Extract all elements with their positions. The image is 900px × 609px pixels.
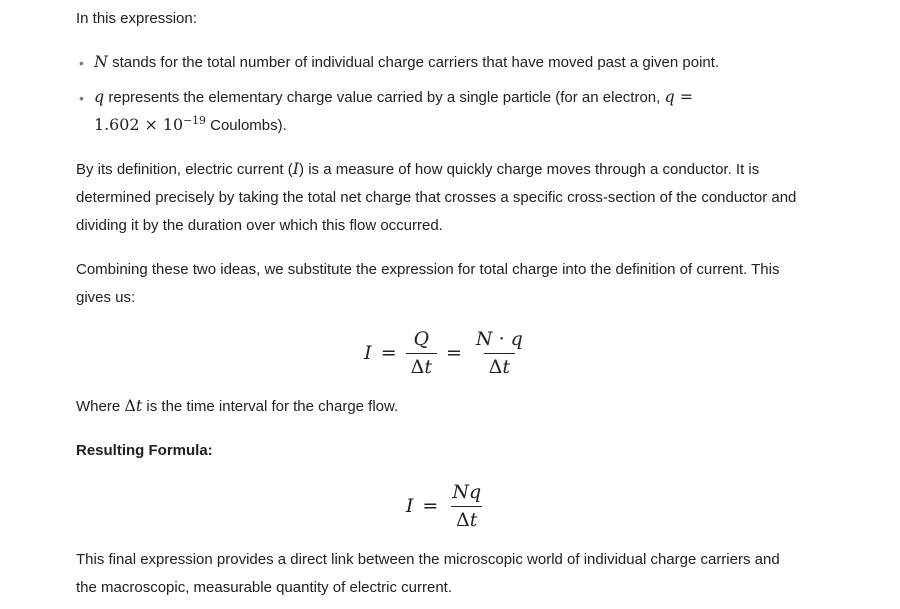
numerator: N · q [475,328,523,350]
numerator: Q [413,328,430,350]
fraction-carriers-over-time [471,328,528,379]
current-symbol: I [405,495,414,517]
bullet-item-q [76,84,798,140]
intro-paragraph: In this expression: [76,10,197,27]
bullet-item-text: N stands for the total number of individual charge carriers that have moved past a given point. [94,52,720,71]
equals-sign: = [445,342,462,364]
resulting-formula-heading: Resulting Formula: [76,442,213,459]
formula-resulting [76,481,798,532]
bullet-list [76,49,798,140]
combining-paragraph: Combining these two ideas, we substitute the expression for total charge into the definition of current. This gives us: [76,261,780,306]
equals-sign: = [422,495,439,517]
definition-paragraph: By its definition, electric current (I) is a measure of how quickly charge moves through a conductor. It is determined precisely by taking the total net charge that crosses a specific cross-section of the conductor and dividing it by the duration over which this flow occurred. [76,159,797,234]
numerator: Nq [452,481,482,503]
bullet-item-text: q represents the elementary charge value carried by a single particle (for an electron, $q = 1.602 \times 10^{-19}$ Coulombs). [94,87,694,134]
fraction-nq-over-time [447,481,486,532]
current-symbol: I [364,342,372,364]
equals-sign: = [380,342,397,364]
denominator: Δt [406,353,437,379]
final-paragraph: This final expression provides a direct link between the microscopic world of individual charge carriers and the macroscopic, measurable quantity of electric current. [76,551,780,596]
formula-combined [76,328,798,379]
where-paragraph: Where Δt is the time interval for the charge flow. [76,396,399,415]
denominator: Δt [451,506,482,532]
bullet-item-n [76,49,798,77]
fraction-charge-over-time [406,328,437,379]
denominator: Δt [484,353,515,379]
